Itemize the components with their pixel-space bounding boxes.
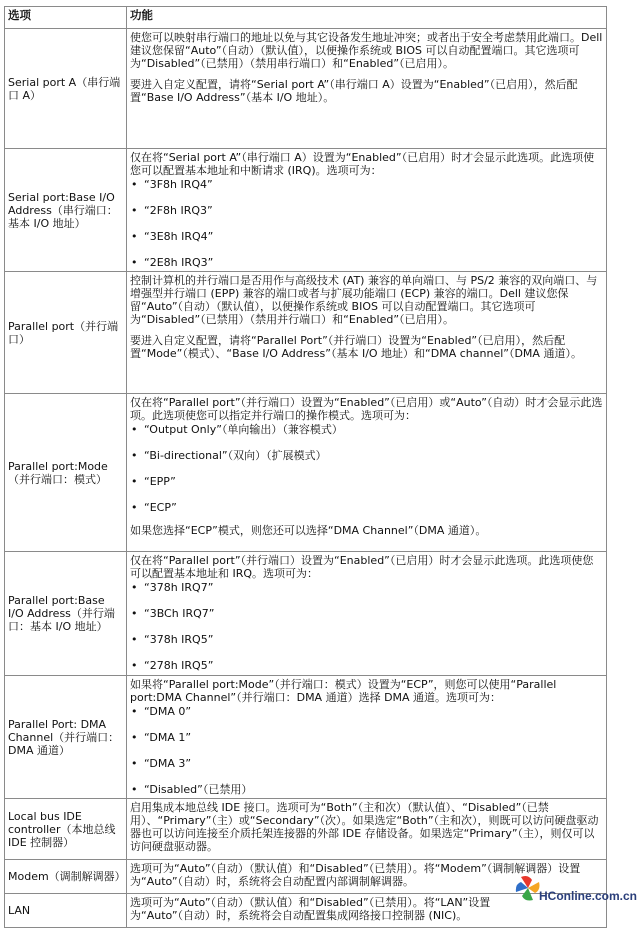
table-row: [5, 799, 607, 860]
description-text: 控制计算机的并行端口是否用作与高级技术 (AT) 兼容的单向端口、与 PS/2 兼容的双向端口、与增强型并行端口 (EPP) 兼容的端口或者与扩展功能端口 (ECP) 兼容的端口。Dell 建议您保留“Auto”（自动）（默认值），以便操作系统或 BIOS 可以自动配置端口。其它选项可为“Disabled”（已禁用）（禁用并行端口）和“Enabled”（已启用）。: [130, 274, 598, 326]
list-item: • “DMA 3”: [130, 757, 603, 770]
option-values-list: [130, 705, 603, 796]
description-text: 启用集成本地总线 IDE 接口。选项可为“Both”（主和次）（默认值）、“Disabled”（已禁用）、“Primary”（主）或“Secondary”（次）。如果选定“Both”（主和次），则既可以访问硬盘驱动器也可以访问连接至介质托架连接器的外部 IDE 存储设备。如果选定“Primary”（主），则仅可以访问硬盘驱动器。: [130, 801, 599, 853]
list-item: • “378h IRQ7”: [130, 581, 603, 594]
description-text: 仅在将“Parallel port”（并行端口）设置为“Enabled”（已启用）时才会显示此选项。此选项使您可以配置基本地址和 IRQ。选项可为：: [130, 554, 594, 580]
table-row: [5, 29, 607, 149]
option-name: Parallel port（并行端口）: [5, 272, 127, 394]
description-text: 如果您选择“ECP”模式，则您还可以选择“DMA Channel”（DMA 通道）。: [130, 524, 487, 537]
list-item: • “Bi-directional”（双向）（扩展模式）: [130, 449, 603, 462]
option-values-list: [130, 581, 603, 672]
description-text: 要进入自定义配置，请将“Parallel Port”（并行端口）设置为“Enabled”（已启用），然后配置“Mode”（模式）、“Base I/O Address”（基本 I/O 地址）和“DMA channel”（DMA 通道）。: [130, 334, 582, 360]
option-name: Modem（调制解调器）: [5, 860, 127, 894]
list-item: • “EPP”: [130, 475, 603, 488]
watermark-text: HConline.com.cn: [539, 889, 637, 903]
option-description: [127, 149, 607, 272]
option-name: LAN: [5, 894, 127, 928]
option-description: [127, 552, 607, 676]
list-item: • “2F8h IRQ3”: [130, 204, 603, 217]
option-description: [127, 799, 607, 860]
list-item: • “DMA 1”: [130, 731, 603, 744]
table-row: [5, 394, 607, 552]
header-option: 选项: [5, 7, 127, 29]
table-row: [5, 676, 607, 799]
description-text: 使您可以映射串行端口的地址以免与其它设备发生地址冲突；或者出于安全考虑禁用此端口。Dell 建议您保留“Auto”（自动）（默认值），以便操作系统或 BIOS 可以自动配置端口。其它选项可为“Disabled”（已禁用）（禁用串行端口）和“Enabled”（已启用）。: [130, 31, 603, 70]
site-watermark: [513, 873, 637, 907]
list-item: • “3BCh IRQ7”: [130, 607, 603, 620]
description-text: 仅在将“Parallel port”（并行端口）设置为“Enabled”（已启用）或“Auto”（自动）时才会显示此选项。此选项使您可以指定并行端口的操作模式。选项可为：: [130, 396, 603, 422]
list-item: • “Disabled”（已禁用）: [130, 783, 603, 796]
option-description: [127, 272, 607, 394]
table-row: [5, 552, 607, 676]
bios-options-table: [4, 6, 607, 928]
option-name: Parallel port:Mode（并行端口：模式）: [5, 394, 127, 552]
option-name: Local bus IDE controller（本地总线 IDE 控制器）: [5, 799, 127, 860]
list-item: • “3F8h IRQ4”: [130, 178, 603, 191]
list-item: • “3E8h IRQ4”: [130, 230, 603, 243]
list-item: • “278h IRQ5”: [130, 659, 603, 672]
description-text: 选项可为“Auto”（自动）（默认值）和“Disabled”（已禁用）。将“LAN”设置为“Auto”（自动）时，系统将会自动配置集成网络接口控制器 (NIC)。: [130, 896, 491, 922]
list-item: • “ECP”: [130, 501, 603, 514]
table-row: [5, 149, 607, 272]
option-description: [127, 29, 607, 149]
list-item: • “DMA 0”: [130, 705, 603, 718]
table-row: [5, 272, 607, 394]
list-item: • “Output Only”（单向输出）（兼容模式）: [130, 423, 603, 436]
description-text: 要进入自定义配置，请将“Serial port A”（串行端口 A）设置为“Enabled”（已启用），然后配置“Base I/O Address”（基本 I/O 地址）。: [130, 78, 578, 104]
description-text: 仅在将“Serial port A”（串行端口 A）设置为“Enabled”（已启用）时才会显示此选项。此选项使您可以配置基本地址和中断请求 (IRQ)。选项可为：: [130, 151, 595, 177]
option-name: Parallel Port: DMA Channel（并行端口：DMA 通道）: [5, 676, 127, 799]
description-text: 选项可为“Auto”（自动）（默认值）和“Disabled”（已禁用）。将“Modem”（调制解调器）设置为“Auto”（自动）时，系统将会自动配置内部调制解调器。: [130, 862, 581, 888]
option-description: [127, 676, 607, 799]
option-name: Serial port:Base I/O Address（串行端口：基本 I/O 地址）: [5, 149, 127, 272]
table-header-row: [5, 7, 607, 29]
list-item: • “378h IRQ5”: [130, 633, 603, 646]
list-item: • “2E8h IRQ3”: [130, 256, 603, 269]
option-description: [127, 394, 607, 552]
header-function: 功能: [127, 7, 607, 29]
option-name: Parallel port:Base I/O Address（并行端口：基本 I/O 地址）: [5, 552, 127, 676]
option-name: Serial port A（串行端口 A）: [5, 29, 127, 149]
option-values-list: [130, 178, 603, 269]
option-values-list: [130, 423, 603, 514]
description-text: 如果将“Parallel port:Mode”（并行端口：模式）设置为“ECP”，则您可以使用“Parallel port:DMA Channel”（并行端口：DMA 通道）选择 DMA 通道。选项可为：: [130, 678, 557, 704]
